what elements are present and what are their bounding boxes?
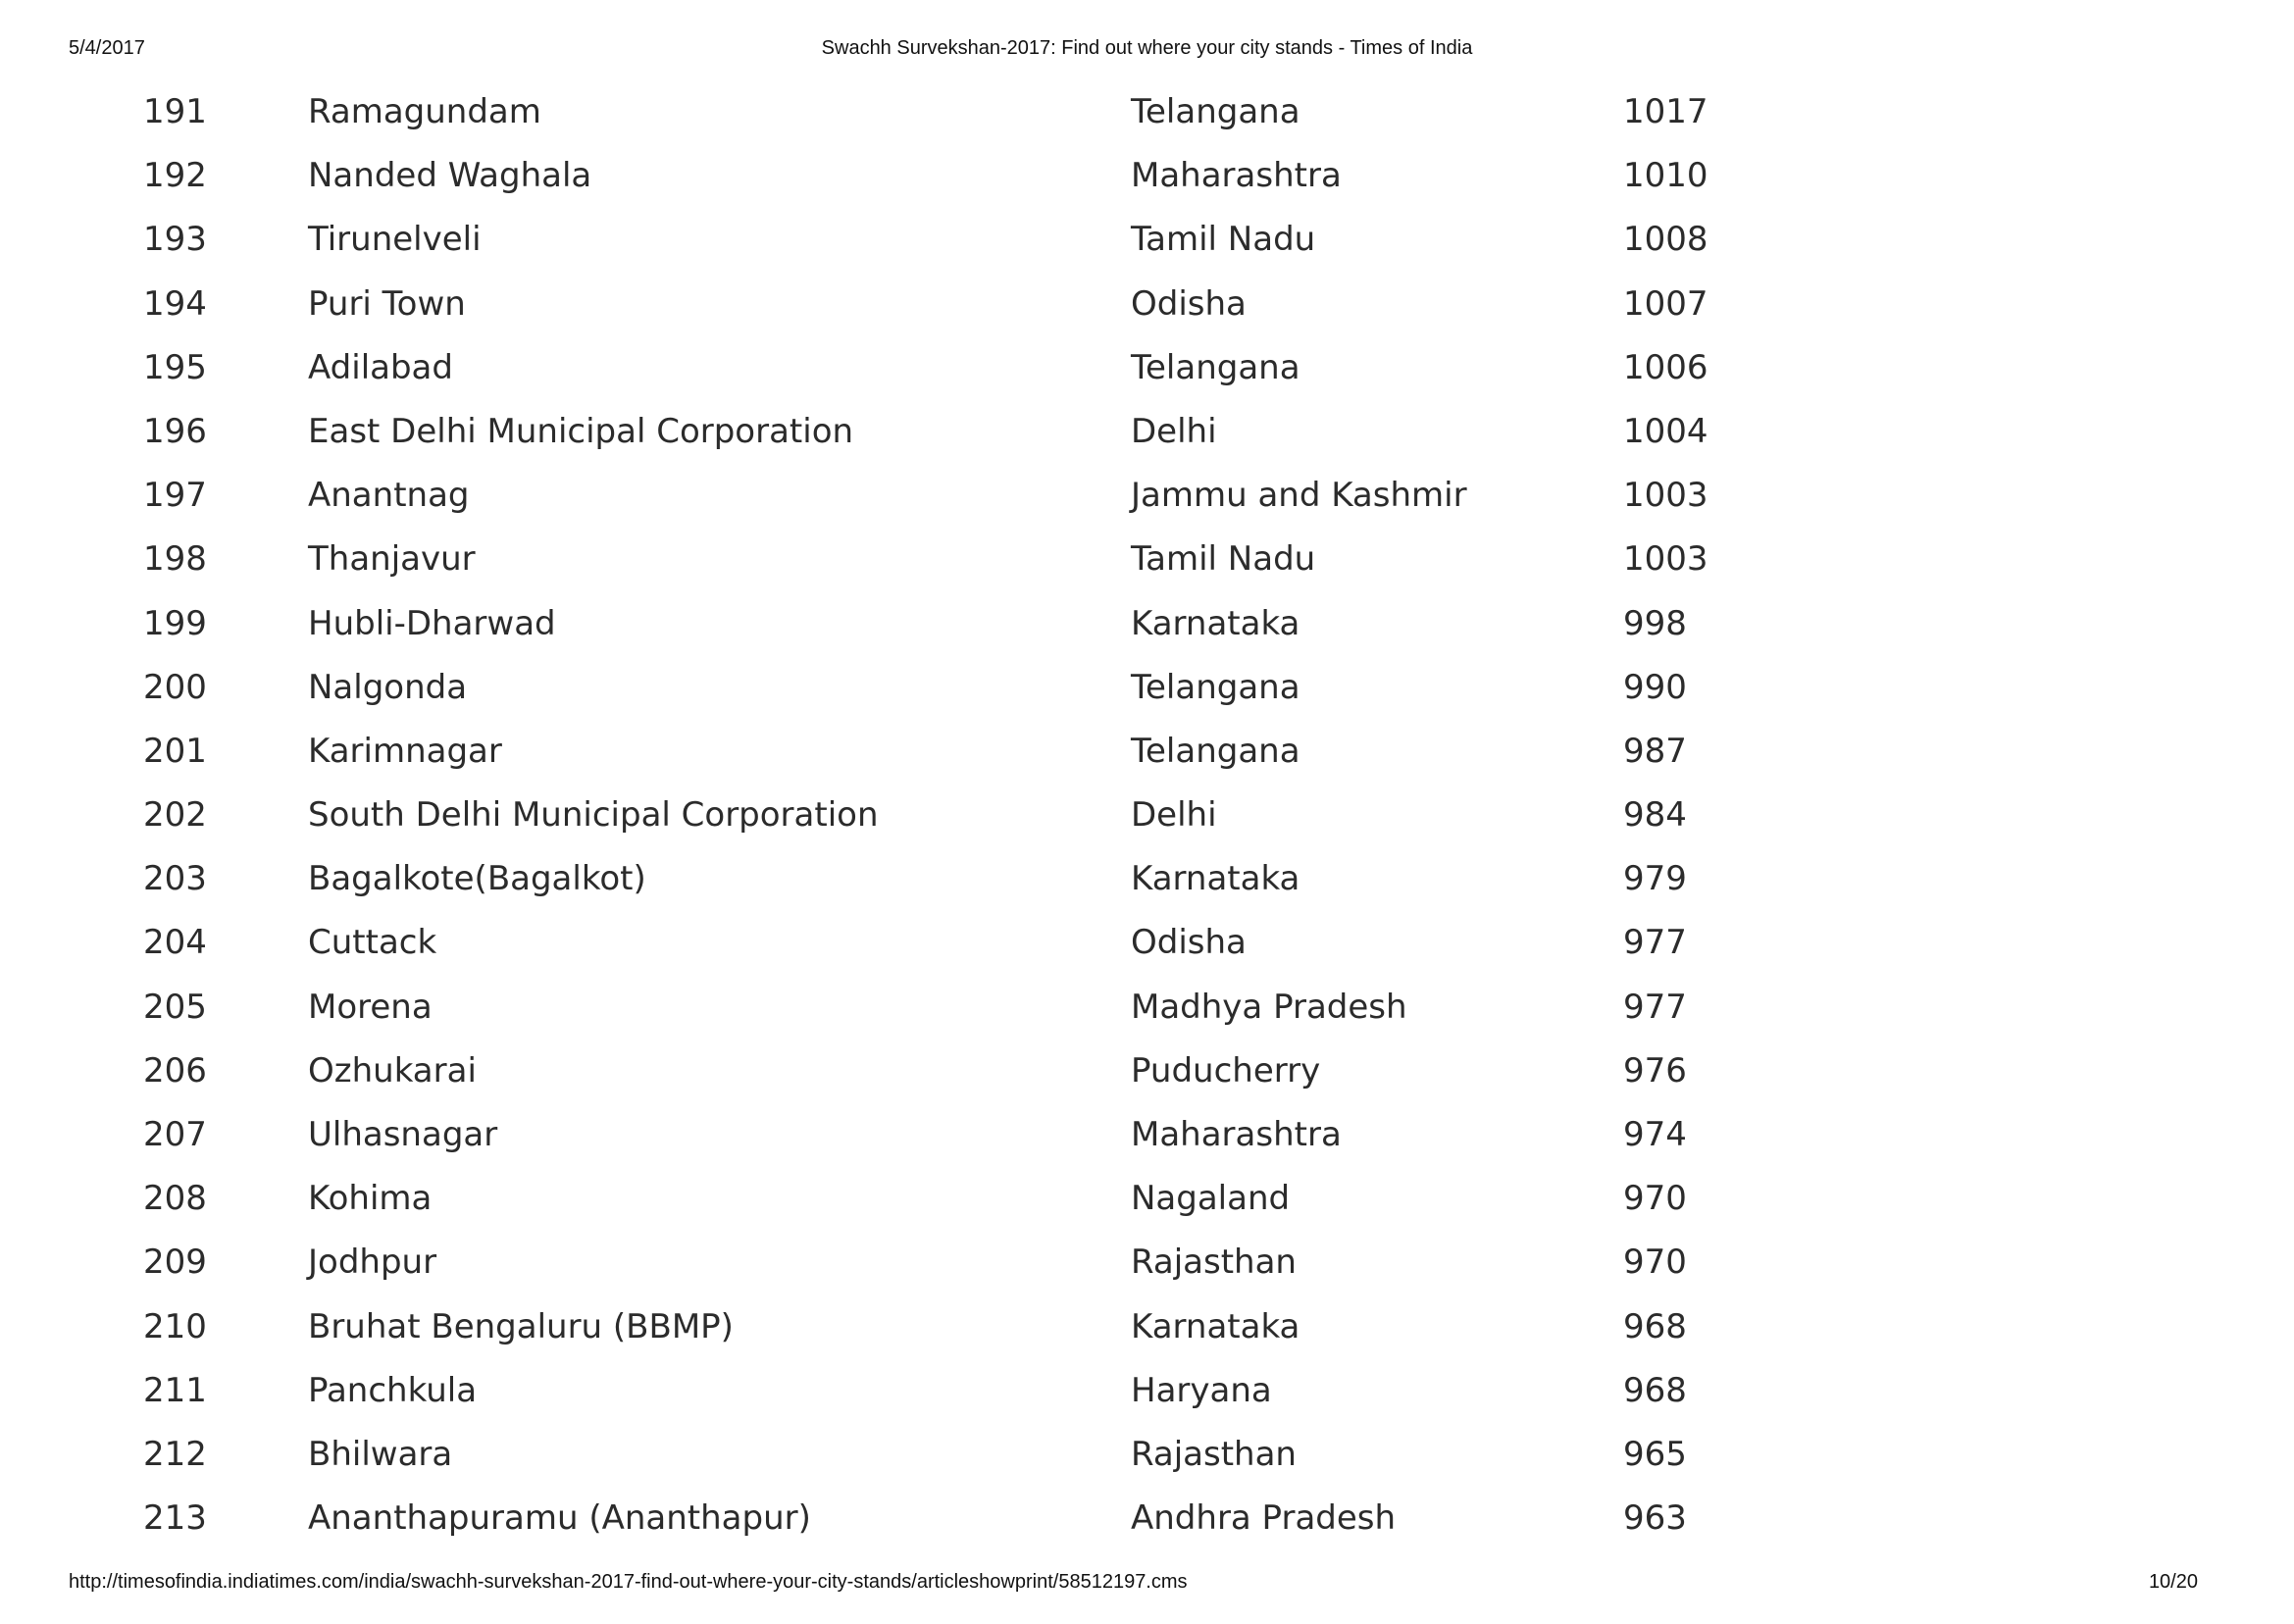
- score-cell: 977: [1623, 923, 1687, 963]
- city-cell: Cuttack: [308, 923, 437, 963]
- state-cell: Haryana: [1131, 1370, 1272, 1410]
- state-cell: Nagaland: [1131, 1179, 1291, 1219]
- score-cell: 976: [1623, 1050, 1687, 1091]
- table-row: [0, 464, 2294, 528]
- table-row: [0, 1231, 2294, 1294]
- print-footer: [69, 1571, 2225, 1600]
- rank-cell: 208: [143, 1179, 207, 1219]
- state-cell: Madhya Pradesh: [1131, 987, 1407, 1027]
- city-cell: Ananthapuramu (Ananthapur): [308, 1498, 811, 1539]
- page-title: Swachh Survekshan-2017: Find out where your city stands - Times of India: [821, 37, 1473, 59]
- score-cell: 970: [1623, 1243, 1687, 1283]
- table-row: [0, 144, 2294, 208]
- score-cell: 984: [1623, 795, 1687, 836]
- rank-cell: 202: [143, 795, 207, 836]
- rank-cell: 191: [143, 92, 207, 131]
- rank-cell: 209: [143, 1243, 207, 1283]
- table-row: [0, 273, 2294, 336]
- state-cell: Odisha: [1131, 923, 1247, 963]
- table-row: [0, 847, 2294, 911]
- city-cell: Kohima: [308, 1179, 433, 1219]
- rank-cell: 204: [143, 923, 207, 963]
- rank-cell: 199: [143, 603, 207, 643]
- table-row: [0, 1167, 2294, 1231]
- rank-cell: 210: [143, 1306, 207, 1346]
- rank-cell: 198: [143, 539, 207, 580]
- table-row: [0, 976, 2294, 1040]
- table-row: [0, 1487, 2294, 1550]
- rank-cell: 196: [143, 411, 207, 451]
- table-row: [0, 336, 2294, 400]
- rank-cell: 207: [143, 1115, 207, 1154]
- score-cell: 998: [1623, 603, 1687, 643]
- rank-cell: 193: [143, 220, 207, 260]
- state-cell: Tamil Nadu: [1131, 220, 1316, 260]
- city-cell: Ulhasnagar: [308, 1115, 498, 1154]
- table-row: [0, 1423, 2294, 1487]
- rank-cell: 212: [143, 1434, 207, 1474]
- city-cell: Jodhpur: [308, 1243, 437, 1283]
- rank-cell: 203: [143, 859, 207, 899]
- table-row: [0, 1040, 2294, 1103]
- table-row: [0, 80, 2294, 144]
- city-cell: Tirunelveli: [308, 220, 482, 260]
- table-row: [0, 592, 2294, 656]
- table-row: [0, 911, 2294, 975]
- city-cell: Hubli-Dharwad: [308, 603, 556, 643]
- city-cell: Thanjavur: [308, 539, 476, 580]
- city-cell: Bruhat Bengaluru (BBMP): [308, 1306, 734, 1346]
- city-cell: Anantnag: [308, 476, 470, 516]
- ranking-table: [0, 80, 2294, 1550]
- city-cell: Ozhukarai: [308, 1050, 477, 1091]
- rank-cell: 197: [143, 476, 207, 516]
- score-cell: 963: [1623, 1498, 1687, 1539]
- score-cell: 979: [1623, 859, 1687, 899]
- score-cell: 974: [1623, 1115, 1687, 1154]
- score-cell: 968: [1623, 1306, 1687, 1346]
- city-cell: Karimnagar: [308, 731, 502, 771]
- score-cell: 1017: [1623, 92, 1708, 131]
- city-cell: Ramagundam: [308, 92, 541, 131]
- state-cell: Maharashtra: [1131, 156, 1342, 196]
- city-cell: Adilabad: [308, 347, 453, 387]
- city-cell: Nalgonda: [308, 667, 468, 707]
- rank-cell: 213: [143, 1498, 207, 1539]
- rank-cell: 205: [143, 987, 207, 1027]
- state-cell: Maharashtra: [1131, 1115, 1342, 1154]
- score-cell: 1004: [1623, 411, 1708, 451]
- rank-cell: 192: [143, 156, 207, 196]
- score-cell: 1010: [1623, 156, 1708, 196]
- city-cell: Panchkula: [308, 1370, 478, 1410]
- state-cell: Rajasthan: [1131, 1243, 1297, 1283]
- rank-cell: 195: [143, 347, 207, 387]
- table-row: [0, 1103, 2294, 1167]
- score-cell: 968: [1623, 1370, 1687, 1410]
- score-cell: 1003: [1623, 539, 1708, 580]
- table-row: [0, 1295, 2294, 1359]
- city-cell: Bhilwara: [308, 1434, 453, 1474]
- table-row: [0, 400, 2294, 464]
- state-cell: Puducherry: [1131, 1050, 1321, 1091]
- table-row: [0, 784, 2294, 847]
- state-cell: Telangana: [1131, 92, 1300, 131]
- state-cell: Karnataka: [1131, 1306, 1300, 1346]
- state-cell: Andhra Pradesh: [1131, 1498, 1397, 1539]
- score-cell: 1007: [1623, 283, 1708, 324]
- score-cell: 1003: [1623, 476, 1708, 516]
- state-cell: Tamil Nadu: [1131, 539, 1316, 580]
- print-date: 5/4/2017: [69, 37, 145, 59]
- rank-cell: 200: [143, 667, 207, 707]
- city-cell: South Delhi Municipal Corporation: [308, 795, 879, 836]
- score-cell: 987: [1623, 731, 1687, 771]
- city-cell: Morena: [308, 987, 433, 1027]
- page-number: 10/20: [2148, 1571, 2198, 1593]
- state-cell: Delhi: [1131, 411, 1217, 451]
- rank-cell: 211: [143, 1370, 207, 1410]
- score-cell: 977: [1623, 987, 1687, 1027]
- state-cell: Telangana: [1131, 731, 1300, 771]
- city-cell: Bagalkote(Bagalkot): [308, 859, 646, 899]
- score-cell: 1008: [1623, 220, 1708, 260]
- state-cell: Karnataka: [1131, 603, 1300, 643]
- state-cell: Odisha: [1131, 283, 1247, 324]
- city-cell: East Delhi Municipal Corporation: [308, 411, 854, 451]
- score-cell: 970: [1623, 1179, 1687, 1219]
- score-cell: 990: [1623, 667, 1687, 707]
- state-cell: Telangana: [1131, 347, 1300, 387]
- score-cell: 1006: [1623, 347, 1708, 387]
- rank-cell: 201: [143, 731, 207, 771]
- table-row: [0, 208, 2294, 272]
- table-row: [0, 528, 2294, 591]
- rank-cell: 206: [143, 1050, 207, 1091]
- print-header: [69, 37, 2225, 67]
- state-cell: Jammu and Kashmir: [1131, 476, 1467, 516]
- table-row: [0, 1359, 2294, 1423]
- state-cell: Telangana: [1131, 667, 1300, 707]
- state-cell: Rajasthan: [1131, 1434, 1297, 1474]
- city-cell: Nanded Waghala: [308, 156, 592, 196]
- table-row: [0, 656, 2294, 720]
- state-cell: Karnataka: [1131, 859, 1300, 899]
- city-cell: Puri Town: [308, 283, 466, 324]
- table-row: [0, 720, 2294, 784]
- state-cell: Delhi: [1131, 795, 1217, 836]
- rank-cell: 194: [143, 283, 207, 324]
- score-cell: 965: [1623, 1434, 1687, 1474]
- source-url[interactable]: http://timesofindia.indiatimes.com/india/swachh-survekshan-2017-find-out-where-your-city-stands/articleshowprint/58512197.cms: [69, 1571, 1188, 1593]
